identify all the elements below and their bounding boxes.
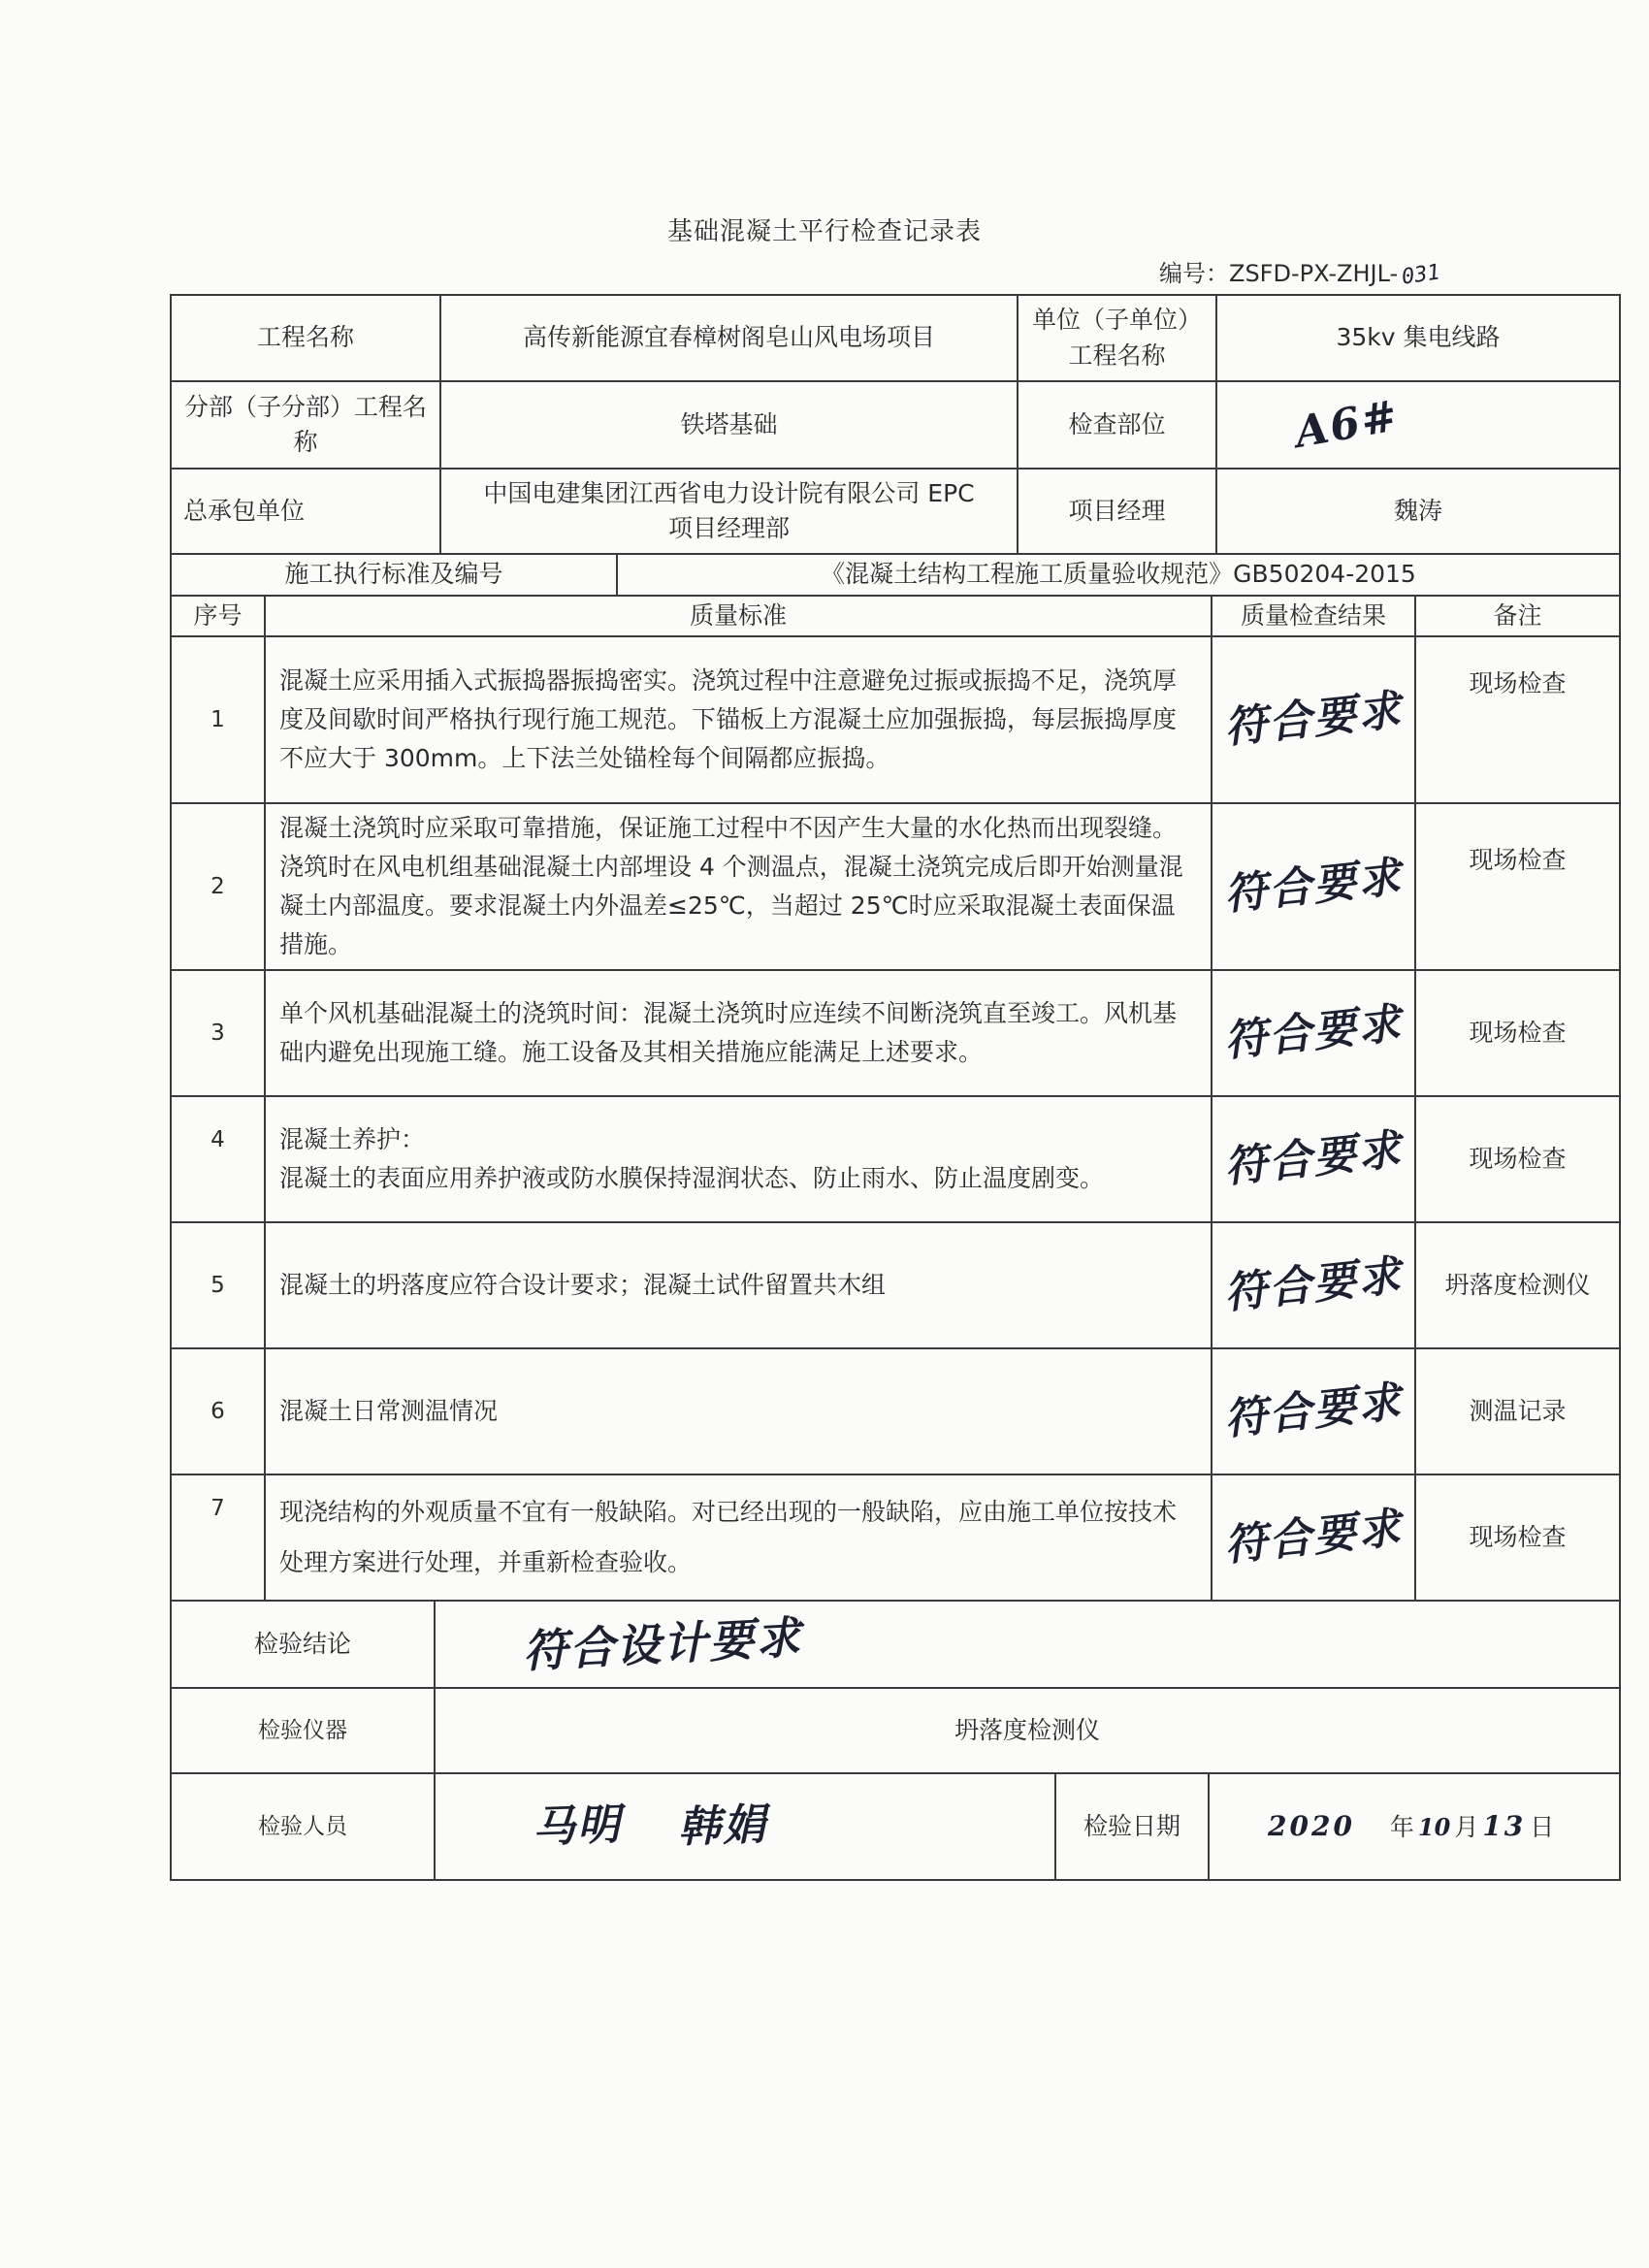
project-name: 高传新能源宜春樟树阁皂山风电场项目 [440,295,1018,381]
footer-table [170,1600,1621,1881]
item-remark: 现场检查 [1415,970,1620,1096]
standard: 《混凝土结构工程施工质量验收规范》GB50204-2015 [617,554,1620,596]
code-label: 编号：ZSFD-PX-ZHJL- [1159,260,1399,287]
item-result-cell [1212,803,1415,970]
item-standard: 混凝土浇筑时应采取可靠措施，保证施工过程中不因产生大量的水化热而出现裂缝。浇筑时在风电机组基础混凝土内部埋设 4 个测温点，混凝土浇筑完成后即开始测量混凝土内部温度。要求混凝土内外温差≤25℃，当超过 25℃时应采取混凝土表面保温措施。 [265,803,1212,970]
item-no: 6 [171,1348,265,1474]
table-row [171,1222,1620,1348]
unit-name-label: 单位（子单位）工程名称 [1018,295,1216,381]
table-row [171,803,1620,970]
item-result: 符合要求 [1221,1250,1406,1319]
subsection-row [171,381,1620,469]
item-no: 2 [171,803,265,970]
inspector-signature-2: 韩娟 [677,1799,768,1853]
page-title: 基础混凝土平行检查记录表 [666,217,982,246]
quality-table [170,595,1621,1602]
col-standard: 质量标准 [265,596,1212,636]
item-remark: 坍落度检测仪 [1415,1222,1620,1348]
item-result: 符合要求 [1221,1377,1406,1445]
item-no: 4 [171,1096,265,1222]
inspector-label: 检验人员 [171,1773,435,1880]
item-result-cell [1212,1222,1415,1348]
manager-label: 项目经理 [1018,469,1216,554]
item-remark: 现场检查 [1415,636,1620,803]
day-unit: 日 [1530,1812,1555,1841]
table-row [171,1474,1620,1601]
code-handwritten: 031 [1400,260,1442,290]
col-remark: 备注 [1415,596,1620,636]
document-code [1159,254,1440,288]
item-remark: 测温记录 [1415,1348,1620,1474]
inspection-record-sheet [170,294,1619,1881]
header-table [170,294,1621,555]
subsection: 铁塔基础 [440,381,1018,469]
table-row [171,1348,1620,1474]
standard-row [171,554,1620,596]
table-row [171,636,1620,803]
item-result: 符合要求 [1221,1503,1406,1571]
item-result-cell [1212,1474,1415,1601]
item-result-cell [1212,1096,1415,1222]
item-no: 7 [171,1474,265,1601]
inspection-part-label: 检查部位 [1018,381,1216,469]
table-row [171,1096,1620,1222]
inspector-cell [435,1773,1055,1880]
item-no: 5 [171,1222,265,1348]
date-day: 13 [1482,1809,1527,1842]
item-result: 符合要求 [1221,852,1406,921]
item-result-cell [1212,1348,1415,1474]
item-standard: 混凝土养护： 混凝土的表面应用养护液或防水膜保持湿润状态、防止雨水、防止温度剧变。 [265,1096,1212,1222]
conclusion: 符合设计要求 [521,1610,804,1678]
standard-table [170,553,1621,597]
item-result: 符合要求 [1221,1124,1406,1193]
subsection-label: 分部（子分部）工程名称 [171,381,440,469]
item-standard: 现浇结构的外观质量不宜有一般缺陷。对已经出现的一般缺陷，应由施工单位按技术处理方案进行处理，并重新检查验收。 [265,1474,1212,1601]
inspection-part: A6# [1291,391,1404,459]
item-standard: 混凝土应采用插入式振捣器振捣密实。浇筑过程中注意避免过振或振捣不足，浇筑厚度及间歇时间严格执行现行施工规范。下锚板上方混凝土应加强振捣，每层振捣厚度不应大于 300mm。上下法兰处锚栓每个间隔都应振捣。 [265,636,1212,803]
conclusion-cell [435,1601,1620,1688]
date-label: 检验日期 [1055,1773,1209,1880]
col-no: 序号 [171,596,265,636]
instrument-label: 检验仪器 [171,1688,435,1773]
contractor: 中国电建集团江西省电力设计院有限公司 EPC 项目经理部 [440,469,1018,554]
date-cell [1209,1773,1620,1880]
item-remark: 现场检查 [1415,803,1620,970]
project-row [171,295,1620,381]
quality-header-row [171,596,1620,636]
instrument: 坍落度检测仪 [435,1688,1620,1773]
item-result-cell [1212,970,1415,1096]
year-unit: 年 [1389,1812,1414,1841]
item-result-cell [1212,636,1415,803]
inspector-signature-1: 马明 [532,1799,623,1853]
inspection-part-cell [1216,381,1620,469]
contractor-row [171,469,1620,554]
inspector-row [171,1773,1620,1880]
item-standard: 混凝土日常测温情况 [265,1348,1212,1474]
item-remark: 现场检查 [1415,1474,1620,1601]
manager: 魏涛 [1216,469,1620,554]
instrument-row [171,1688,1620,1773]
month-unit: 月 [1454,1812,1479,1841]
table-row [171,970,1620,1096]
conclusion-label: 检验结论 [171,1601,435,1688]
conclusion-row [171,1601,1620,1688]
contractor-label: 总承包单位 [171,469,440,554]
project-name-label: 工程名称 [171,295,440,381]
item-standard: 混凝土的坍落度应符合设计要求；混凝土试件留置共木组 [265,1222,1212,1348]
item-result: 符合要求 [1221,998,1406,1067]
date-month: 10 [1417,1812,1451,1841]
unit-name: 35kv 集电线路 [1216,295,1620,381]
item-no: 1 [171,636,265,803]
item-remark: 现场检查 [1415,1096,1620,1222]
date-year: 2020 [1268,1809,1355,1842]
item-standard: 单个风机基础混凝土的浇筑时间：混凝土浇筑时应连续不间断浇筑直至竣工。风机基础内避免出现施工缝。施工设备及其相关措施应能满足上述要求。 [265,970,1212,1096]
standard-label: 施工执行标准及编号 [171,554,617,596]
item-no: 3 [171,970,265,1096]
item-result: 符合要求 [1221,685,1406,754]
col-result: 质量检查结果 [1212,596,1415,636]
